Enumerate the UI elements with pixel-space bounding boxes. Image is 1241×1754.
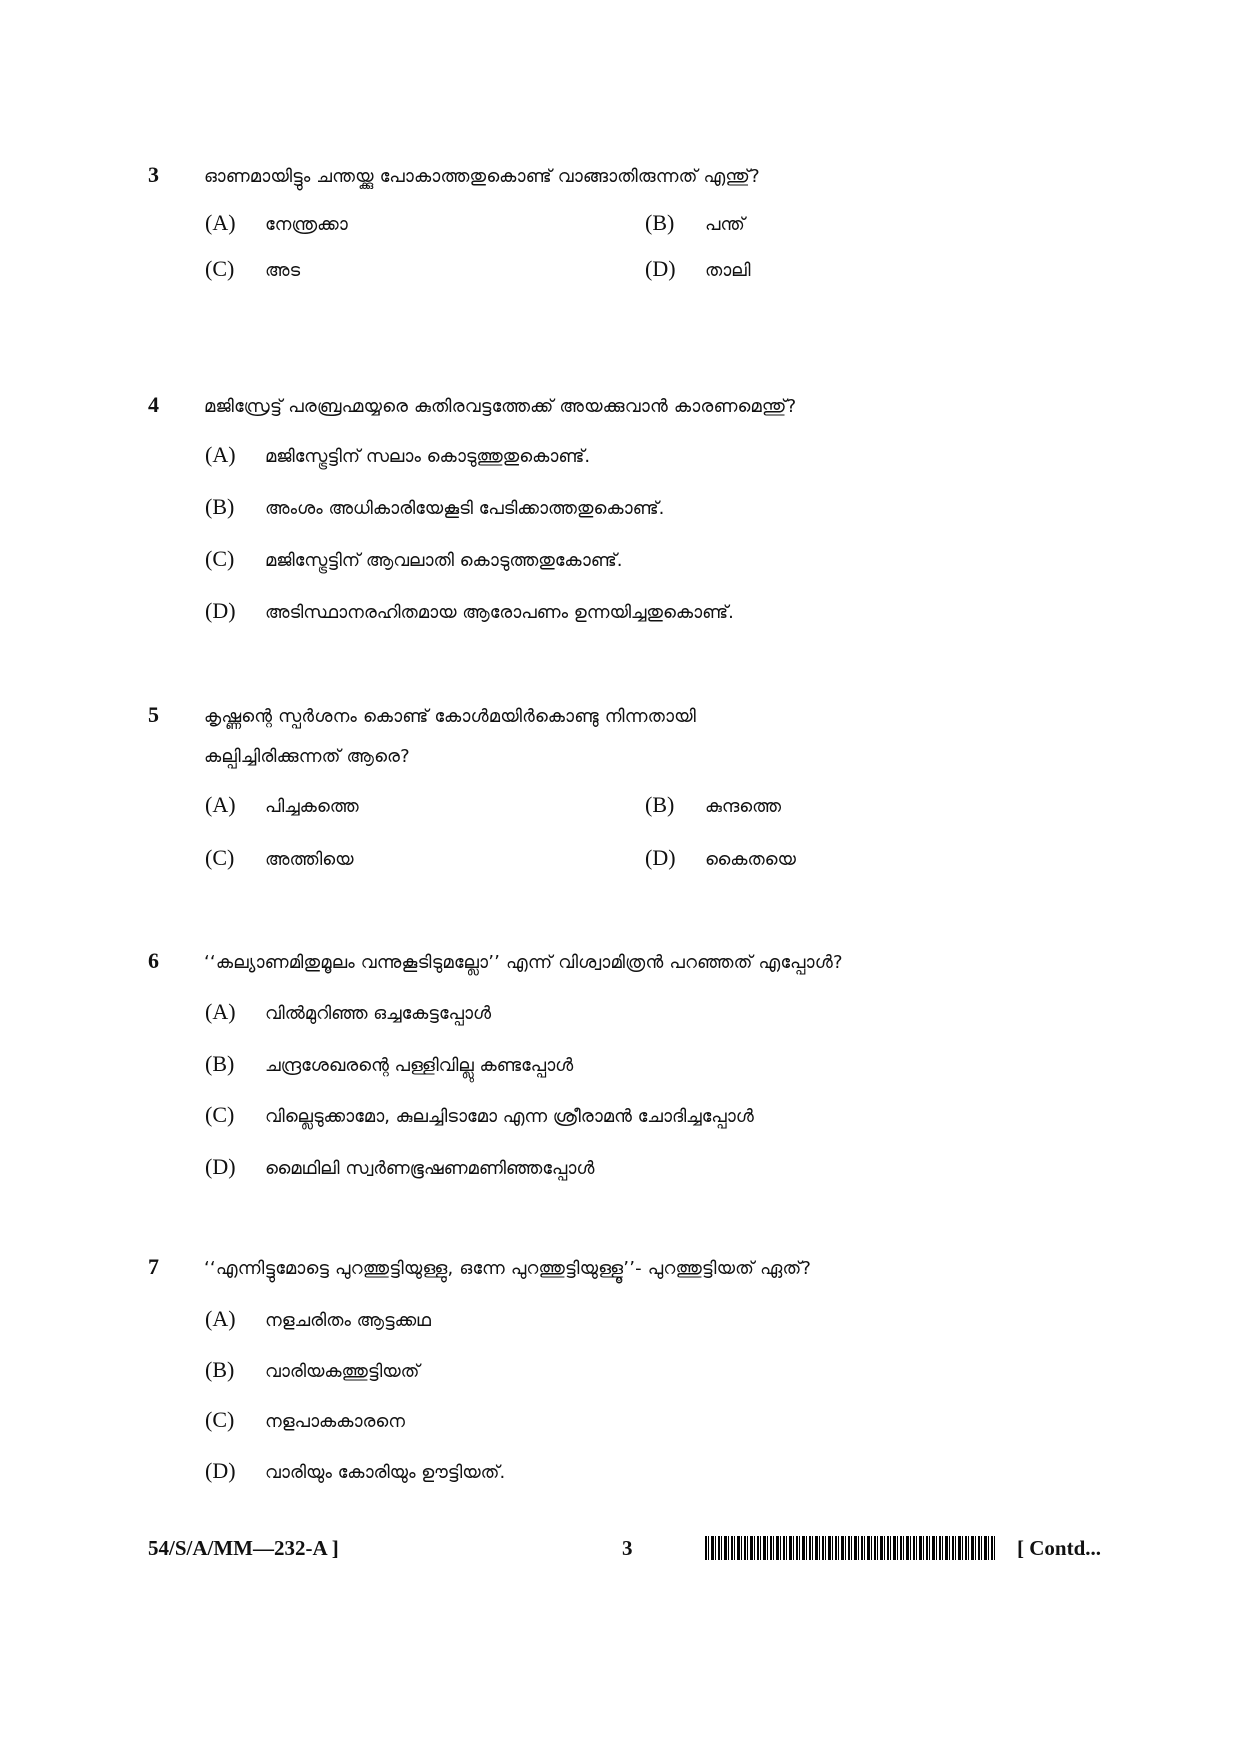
option-b — [205, 1355, 419, 1385]
question-text: മജിസ്രേട്ട് പരബ്രഹ്മയ്യരെ കുതിരവട്ടത്തേക്ക് അയക്കുവാൻ കാരണമെന്തു്? — [204, 396, 797, 417]
question-text: ‘‘കല്യാണമിതുമൂലം വന്നുകൂടിടുമല്ലോ’’ എന്ന് വിശ്വാമിത്രൻ പറഞ്ഞത് എപ്പോൾ? — [204, 952, 843, 973]
option-a — [205, 997, 491, 1027]
option-b — [205, 492, 664, 522]
paper-code: 54/S/A/MM—232-A ] — [148, 1536, 339, 1560]
option-text: നളപാകകാരനെ — [265, 1411, 405, 1432]
option-b — [645, 790, 781, 820]
option-label: (D) — [645, 845, 676, 870]
option-label: (A) — [205, 442, 236, 467]
option-c — [205, 843, 354, 873]
option-c — [205, 1100, 754, 1130]
option-d — [205, 1152, 594, 1182]
option-b — [645, 208, 745, 238]
option-text: കൈതയെ — [705, 849, 796, 870]
barcode-image — [705, 1536, 997, 1560]
option-c — [205, 544, 622, 574]
option-a — [205, 1304, 431, 1334]
option-text: ചന്ദ്രശേഖരന്റെ പള്ളിവില്ലു കണ്ടപ്പോൾ — [265, 1055, 574, 1076]
question-text: ‘‘എന്നിട്ടുമോട്ടെ പുറത്തുട്ടിയുള്ളു, ഒന്നേ പുറത്തുട്ടിയുള്ളൂ’’- പുറത്തുട്ടിയത് ഏത്? — [204, 1258, 812, 1279]
option-d — [205, 1456, 505, 1486]
option-text: അത്തിയെ — [265, 849, 354, 870]
question-number: 6 — [148, 948, 159, 973]
option-label: (D) — [205, 1458, 236, 1483]
option-text: അട — [265, 260, 301, 281]
option-text: മജിസ്ട്രേട്ടിന് ആവലാതി കൊടുത്തതുകോണ്ട്. — [265, 550, 623, 571]
option-label: (A) — [205, 1306, 236, 1331]
option-text: നളചരിതം ആട്ടക്കഥ — [265, 1310, 431, 1331]
question-number: 7 — [148, 1254, 159, 1279]
option-label: (A) — [205, 999, 236, 1024]
question-text-line-1: കൃഷ്ണന്റെ സ്പർശനം കൊണ്ട് കോൾമയിർകൊണ്ടു നിന്നതായി — [204, 706, 696, 727]
option-a — [205, 440, 590, 470]
option-d — [205, 596, 734, 626]
continued-label: [ Contd... — [1017, 1536, 1102, 1560]
option-text: കുന്ദത്തെ — [705, 796, 782, 817]
option-label: (B) — [205, 1051, 235, 1076]
option-text: മജിസ്ട്രേട്ടിന് സലാം കൊടുത്തുതുകൊണ്ട്. — [265, 446, 591, 467]
option-d — [645, 254, 751, 284]
option-c — [205, 254, 300, 284]
option-label: (A) — [205, 792, 236, 817]
question-number: 4 — [148, 392, 159, 417]
option-label: (D) — [645, 256, 676, 281]
option-d — [645, 843, 796, 873]
option-c — [205, 1405, 405, 1435]
option-label: (B) — [645, 210, 675, 235]
option-label: (C) — [205, 1102, 235, 1127]
option-b — [205, 1049, 573, 1079]
option-text: പിച്ചകത്തെ — [265, 796, 359, 817]
option-label: (A) — [205, 210, 236, 235]
option-label: (B) — [205, 1357, 235, 1382]
option-label: (D) — [205, 598, 236, 623]
page-number: 3 — [622, 1536, 633, 1560]
option-text: വില്ലെടുക്കാമോ, കുലച്ചിടാമോ എന്ന ശ്രീരാമൻ ചോദിച്ചപ്പോൾ — [265, 1106, 754, 1127]
question-text: ഓണമായിട്ടും ചന്തയ്ക്കു പോകാത്തതുകൊണ്ട് വാങ്ങാതിരുന്നത് എന്തു്? — [204, 166, 760, 187]
option-text: അംശം അധികാരിയേകൂടി പേടിക്കാത്തതുകൊണ്ട്. — [265, 498, 665, 519]
option-text: വാരിയകത്തുട്ടിയത് — [265, 1361, 420, 1382]
option-text: മൈഥിലി സ്വർണഭൂഷണമണിഞ്ഞപ്പോൾ — [265, 1158, 595, 1179]
option-a — [205, 208, 348, 238]
option-text: അടിസ്ഥാനരഹിതമായ ആരോപണം ഉന്നയിച്ചതുകൊണ്ട്. — [265, 602, 734, 623]
option-text: വാരിയും കോരിയും ഊട്ടിയത്. — [265, 1462, 506, 1483]
option-label: (C) — [205, 1407, 235, 1432]
option-text: താലി — [705, 260, 751, 281]
option-text: നേന്ത്രക്കാ — [265, 214, 348, 235]
option-text: പന്ത് — [705, 214, 745, 235]
option-label: (C) — [205, 546, 235, 571]
option-label: (C) — [205, 845, 235, 870]
option-a — [205, 790, 359, 820]
option-label: (B) — [205, 494, 235, 519]
question-number: 5 — [148, 702, 159, 727]
question-number: 3 — [148, 162, 159, 187]
option-text: വിൽമുറിഞ്ഞ ഒച്ചകേട്ടപ്പോൾ — [265, 1003, 492, 1024]
option-label: (B) — [645, 792, 675, 817]
page-footer — [0, 1528, 1241, 1568]
option-label: (C) — [205, 256, 235, 281]
question-text-line-2: കല്പിച്ചിരിക്കുന്നത് ആരെ? — [204, 746, 410, 767]
option-label: (D) — [205, 1154, 236, 1179]
